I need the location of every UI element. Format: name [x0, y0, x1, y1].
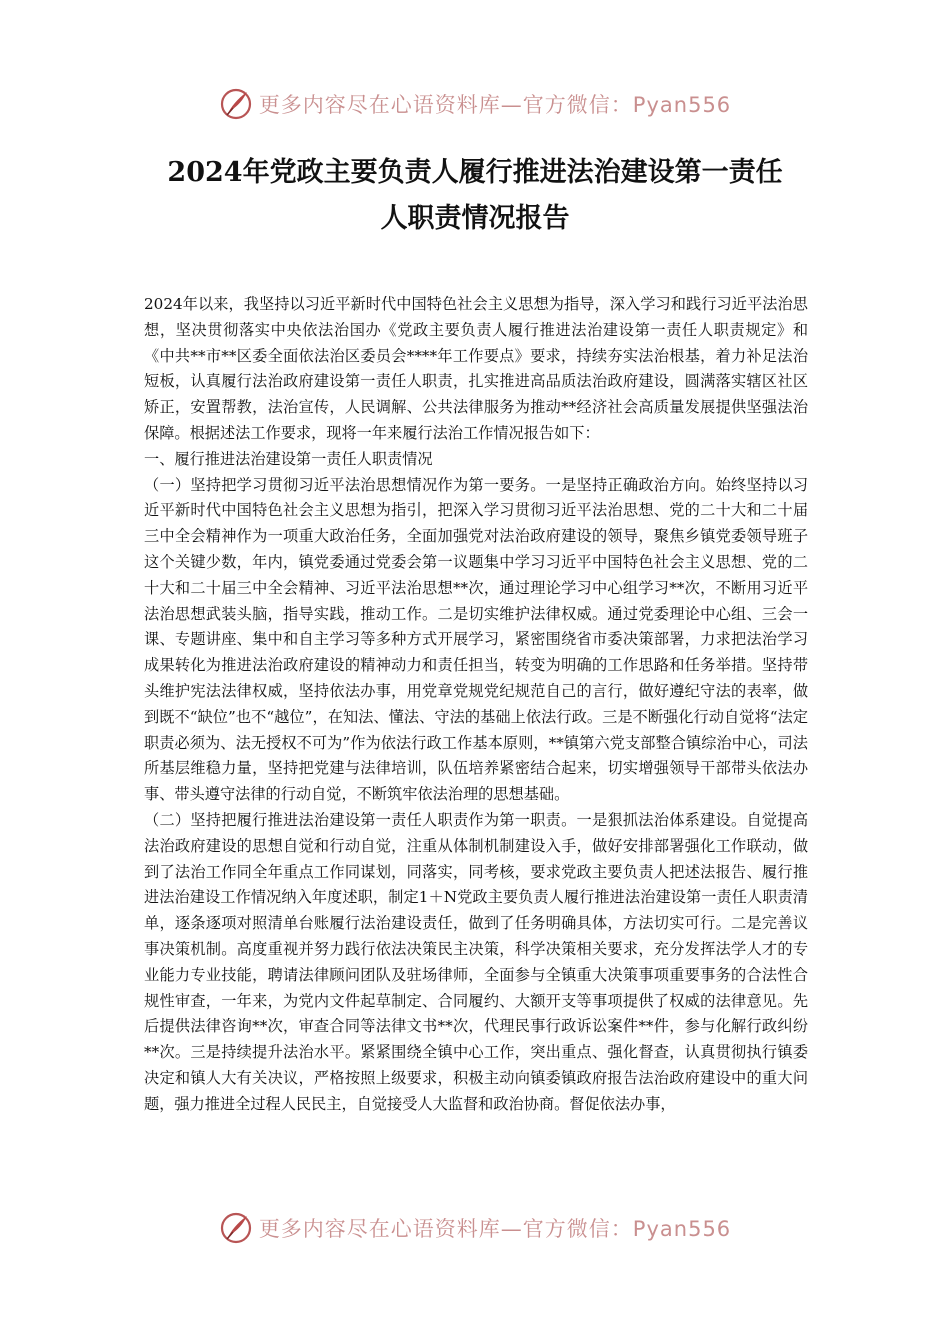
title-line-1: 2024年党政主要负责人履行推进法治建设第一责任 — [167, 157, 783, 188]
quill-pen-icon — [219, 1211, 253, 1245]
quill-pen-icon — [219, 87, 253, 121]
section-heading-1: 一、履行推进法治建设第一责任人职责情况 — [144, 449, 433, 468]
document-body — [144, 292, 808, 1118]
footer-watermark-banner — [0, 1208, 950, 1248]
title-line-2: 人职责情况报告 — [380, 203, 570, 234]
header-watermark-banner — [0, 84, 950, 124]
paragraph-section-1-2: （二）坚持把履行推进法治建设第一责任人职责作为第一职责。一是狠抓法治体系建设。自觉提高法治政府建设的思想自觉和行动自觉，注重从体制机制建设入手，做好安排部署强化工作联动，做到了法治工作同全年重点工作同谋划，同落实，同考核，要求党政主要负责人把述法报告、履行推进法治建设工作情况纳入年度述职，制定1＋N党政主要负责人履行推进法治建设第一责任人职责清单，逐条逐项对照清单台账履行法治建设责任，做到了任务明确具体，方法切实可行。二是完善议事决策机制。高度重视并努力践行依法决策民主决策，科学决策相关要求，充分发挥法学人才的专业能力专业技能，聘请法律顾问团队及驻场律师，全面参与全镇重大决策事项重要事务的合法性合规性审查，一年来，为党内文件起草制定、合同履约、大额开支等事项提供了权威的法律意见。先后提供法律咨询**次，审查合同等法律文书**次，代理民事行政诉讼案件**件，参与化解行政纠纷**次。三是持续提升法治水平。紧紧围绕全镇中心工作，突出重点、强化督查，认真贯彻执行镇委决定和镇人大有关决议，严格按照上级要求，积极主动向镇委镇政府报告法治政府建设中的重大问题，强力推进全过程人民民主，自觉接受人大监督和政治协商。督促依法办事， — [144, 810, 808, 1113]
paragraph-section-1-1: （一）坚持把学习贯彻习近平法治思想情况作为第一要务。一是坚持正确政治方向。始终坚持以习近平新时代中国特色社会主义思想为指引，把深入学习贯彻习近平法治思想、党的二十大和二十届三中全会精神作为一项重大政治任务，全面加强党对法治政府建设的领导，聚焦乡镇党委领导班子这个关键少数，年内，镇党委通过党委会第一议题集中学习习近平中国特色社会主义思想、党的二十大和二十届三中全会精神、习近平法治思想**次，通过理论学习中心组学习**次，不断用习近平法治思想武装头脑，指导实践，推动工作。二是切实维护法律权威。通过党委理论中心组、三会一课、专题讲座、集中和自主学习等多种方式开展学习，紧密围绕省市委决策部署，力求把法治学习成果转化为推进法治政府建设的精神动力和责任担当，转变为明确的工作思路和任务举措。坚持带头维护宪法法律权威，坚持依法办事，用党章党规党纪规范自己的言行，做好遵纪守法的表率，做到既不“缺位”也不“越位”，在知法、懂法、守法的基础上依法行政。三是不断强化行动自觉将“法定职责必须为、法无授权不可为”作为依法行政工作基本原则，**镇第六党支部整合镇综治中心，司法所基层维稳力量，坚持把党建与法律培训，队伍培养紧密结合起来，切实增强领导干部带头依法办事、带头遵守法律的行动自觉，不断筑牢依法治理的思想基础。 — [144, 475, 808, 804]
page-title — [120, 150, 830, 242]
watermark-text: 更多内容尽在心语资料库—官方微信：Pyan556 — [258, 1217, 732, 1241]
paragraph-intro: 2024年以来，我坚持以习近平新时代中国特色社会主义思想为指导，深入学习和践行习近平法治思想，坚决贯彻落实中央依法治国办《党政主要负责人履行推进法治建设第一责任人职责规定》和《中共**市**区委全面依法治区委员会****年工作要点》要求，持续夯实法治根基，着力补足法治短板，认真履行法治政府建设第一责任人职责，扎实推进高品质法治政府建设，圆满落实辖区社区矫正，安置帮教，法治宣传，人民调解、公共法律服务为推动**经济社会高质量发展提供坚强法治保障。根据述法工作要求，现将一年来履行法治工作情况报告如下： — [144, 295, 808, 442]
watermark-text: 更多内容尽在心语资料库—官方微信：Pyan556 — [258, 93, 732, 117]
